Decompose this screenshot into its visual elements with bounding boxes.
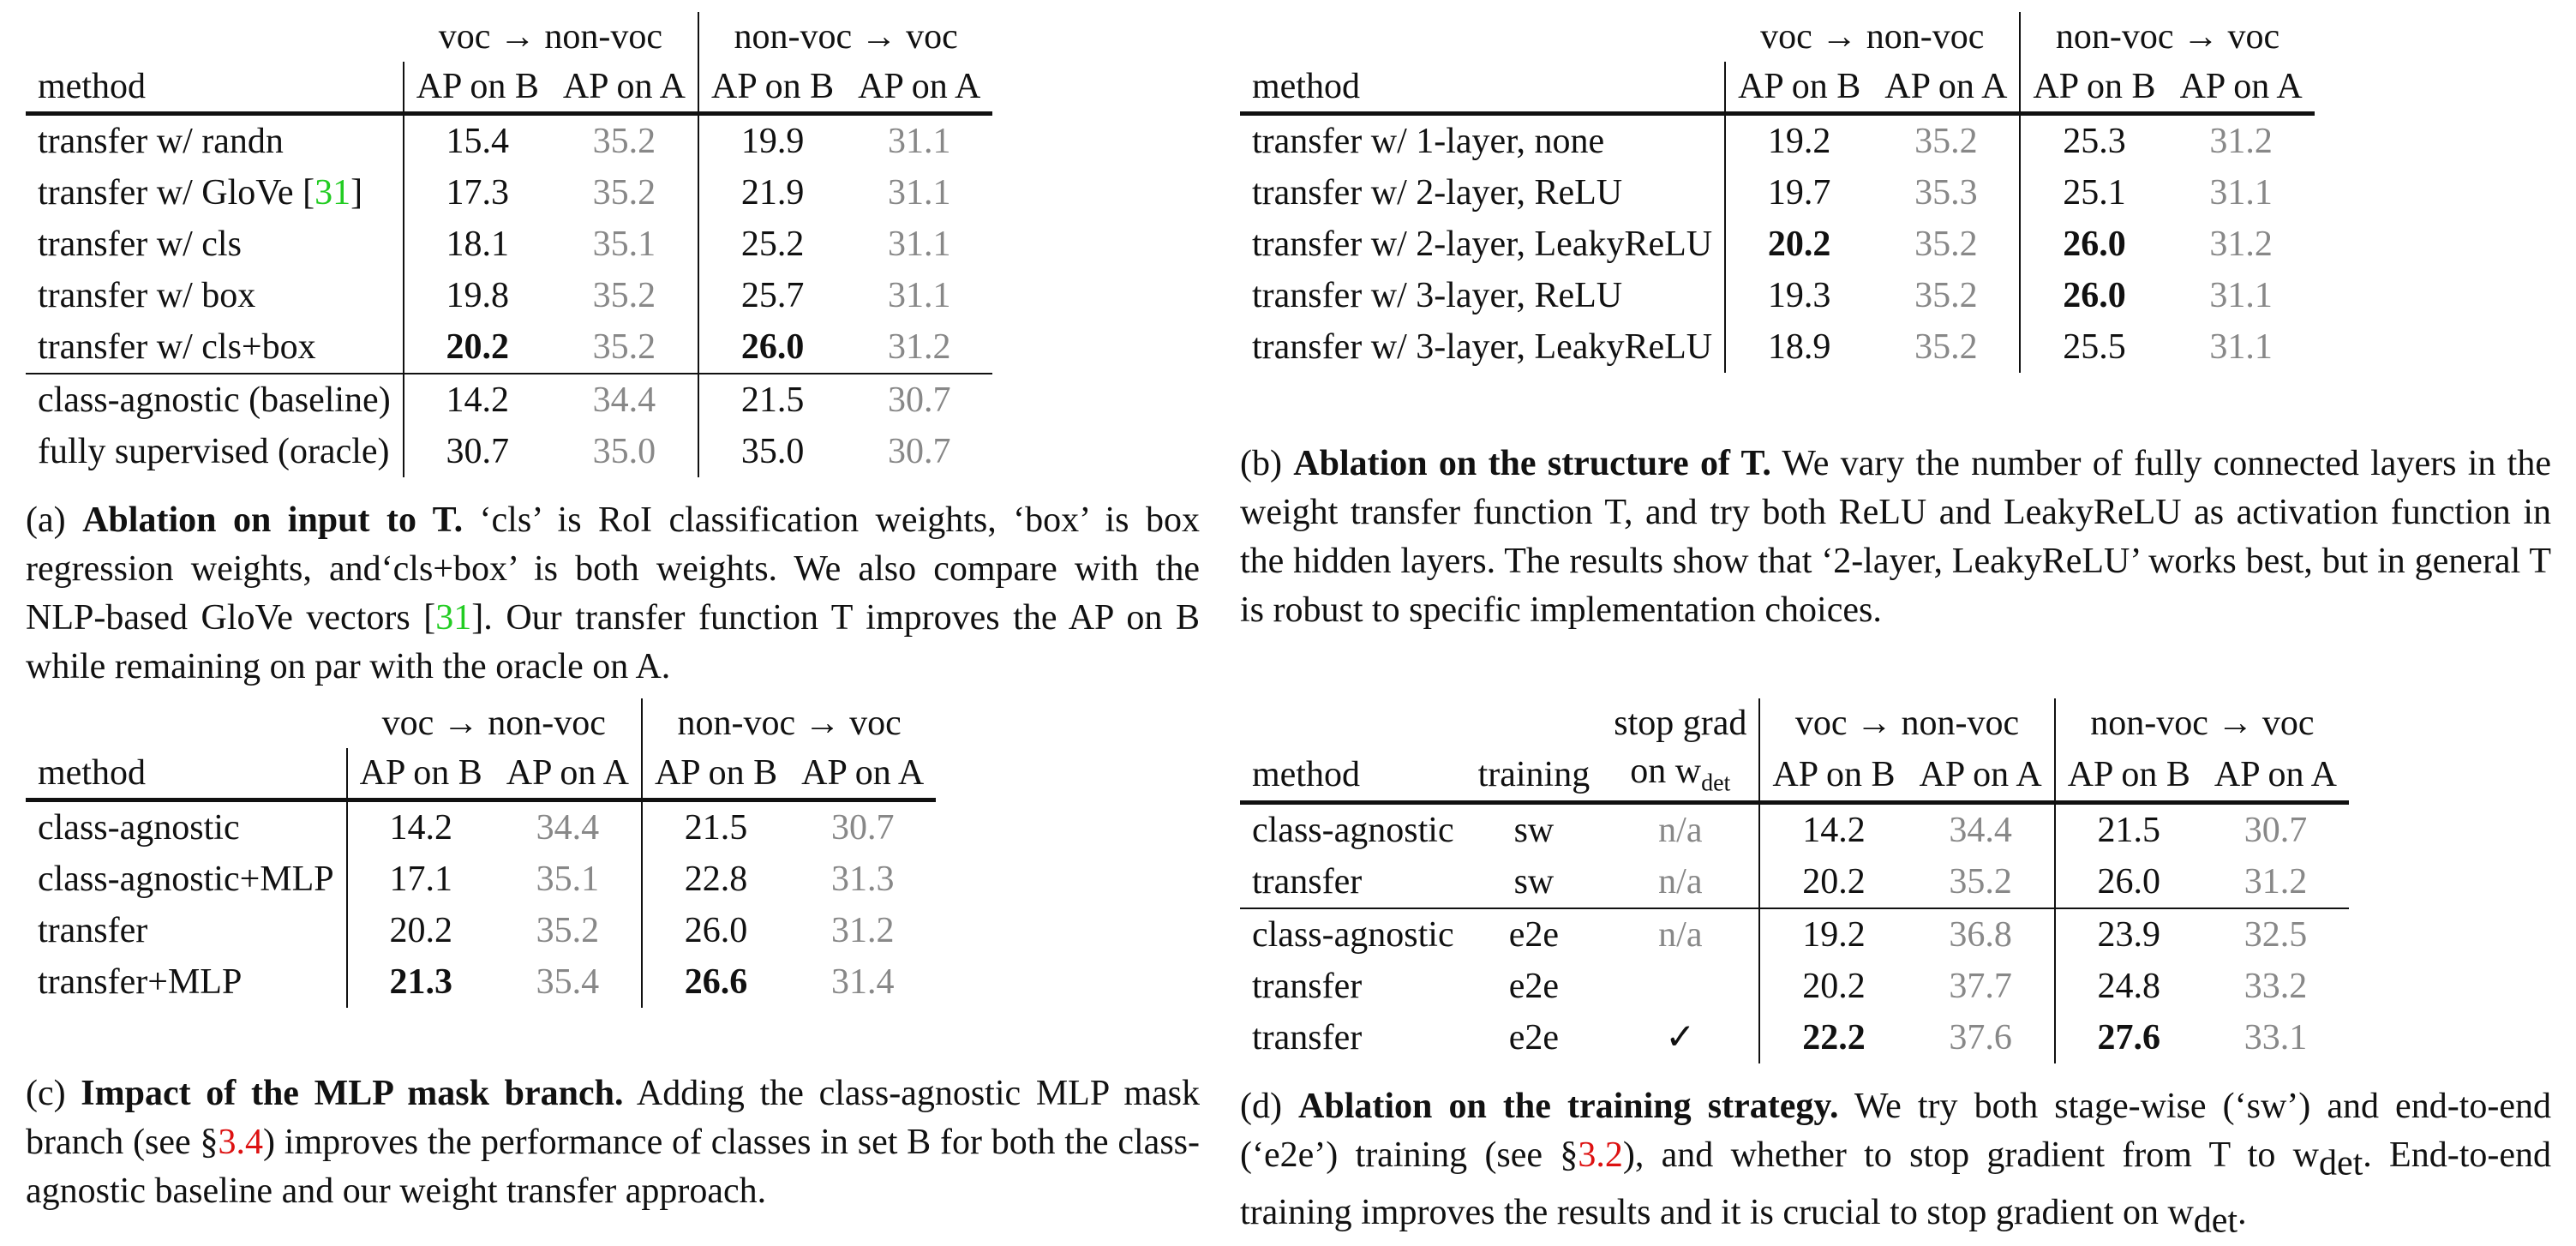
value-cell: 37.6	[1908, 1012, 2055, 1063]
value-cell: 31.1	[887, 122, 951, 161]
value-cell: 37.7	[1908, 961, 2055, 1012]
value-cell: 22.8	[684, 860, 748, 899]
value-cell: 35.1	[551, 219, 698, 270]
table-row	[26, 114, 992, 168]
value-cell: 35.2	[551, 321, 698, 374]
table-b	[1240, 12, 2315, 373]
caption-text: . End-to-end training improves the results and it is crucial to stop gradient on w	[1240, 1135, 2551, 1232]
value-cell: 35.3	[1872, 167, 2020, 219]
group-header: non-voc → voc	[677, 704, 902, 743]
value-cell: 24.8	[2097, 967, 2161, 1007]
column-header: AP on A	[789, 748, 936, 800]
value-cell: 30.7	[887, 432, 951, 471]
column-header: AP on B	[404, 62, 551, 114]
citation-link[interactable]: 31	[315, 173, 351, 213]
caption-title: Ablation on the training strategy.	[1298, 1087, 1839, 1127]
value-cell: 27.6	[2097, 1018, 2161, 1058]
method-cell	[26, 167, 404, 219]
value-cell: 34.4	[551, 374, 698, 426]
caption-text: ‘cls’ is RoI classification weights, ‘box’ is box regression weights, and‘cls+box’ is both weights. We also compare with the NLP-based GloVe vectors [	[26, 500, 1200, 638]
caption-subscript: det	[2193, 1201, 2238, 1241]
group-header: non-voc → voc	[2090, 704, 2315, 743]
table-row	[26, 854, 936, 905]
column-header: method	[26, 62, 404, 114]
value-cell: 35.4	[494, 956, 642, 1008]
table-row	[26, 800, 936, 854]
method-cell: class-agnostic+MLP	[26, 854, 347, 905]
value-cell: 14.2	[389, 808, 452, 848]
caption-title: Ablation on input to T.	[82, 500, 464, 540]
value-cell: 35.2	[551, 167, 698, 219]
value-cell: 35.2	[1872, 321, 2020, 373]
method-cell: transfer+MLP	[26, 956, 347, 1008]
method-cell: transfer	[1252, 1018, 1363, 1058]
column-header	[1602, 748, 1759, 803]
table-row	[1240, 270, 2315, 321]
training-cell: sw	[1513, 862, 1555, 902]
value-cell: 31.2	[887, 327, 951, 367]
table-row	[1240, 114, 2315, 168]
column-header: stop grad	[1602, 698, 1759, 748]
caption-label: (a)	[26, 500, 83, 540]
value-cell: 25.7	[740, 276, 805, 315]
caption-text: We try both stage-wise (‘sw’) and end-to-end (‘e2e’) training (see §	[1240, 1087, 2551, 1176]
group-header: voc → non-voc	[1759, 698, 2054, 748]
stop-grad-subscript: det	[1701, 770, 1731, 797]
value-cell: 21.9	[740, 173, 805, 213]
column-header: method	[1240, 62, 1725, 114]
value-cell: 14.2	[1802, 811, 1866, 851]
caption-text: ) improves the performance of classes in set B for both the class-agnostic baseline and our weight transfer approach.	[26, 1123, 1200, 1211]
column-header: AP on A	[2168, 62, 2315, 114]
panel-d	[1240, 698, 2551, 1245]
value-cell: 35.0	[740, 432, 805, 471]
value-cell: 33.2	[2244, 967, 2308, 1007]
value-cell: 34.4	[1908, 803, 2055, 857]
table-row	[1240, 167, 2315, 219]
value-cell: 31.3	[830, 860, 895, 899]
value-cell: 35.2	[1872, 219, 2020, 270]
stop-grad-text: on w	[1630, 752, 1702, 791]
method-cell: class-agnostic	[1252, 811, 1454, 851]
value-cell: 26.6	[684, 962, 748, 1002]
value-cell: 30.7	[446, 432, 510, 471]
column-header: AP on B	[1759, 748, 1907, 803]
method-cell: transfer w/ 1-layer, none	[1240, 114, 1725, 168]
stop-grad-cell	[1602, 961, 1759, 1012]
caption-text: We vary the number of fully connected layers in the weight transfer function T, and try both ReLU and LeakyReLU as activation function in the hidden layers. The results show that ‘2-layer, LeakyReLU’ works best, but in general T is robust to specific implementation choices.	[1240, 444, 2551, 630]
column-header: AP on A	[2202, 748, 2349, 803]
column-header: AP on B	[698, 62, 846, 114]
column-header: AP on B	[1725, 62, 1872, 114]
value-cell: 30.7	[846, 374, 992, 426]
value-cell: 21.3	[389, 962, 452, 1002]
column-header: AP on A	[1872, 62, 2020, 114]
value-cell: 25.2	[740, 225, 805, 264]
value-cell: 31.2	[2244, 862, 2308, 902]
checkmark-icon: ✓	[1602, 1012, 1759, 1063]
table-row	[26, 270, 992, 321]
value-cell: 31.1	[887, 276, 951, 315]
column-header: AP on B	[2020, 62, 2167, 114]
method-cell: transfer	[1252, 967, 1363, 1007]
value-cell: 35.2	[1908, 856, 2055, 908]
value-cell: 15.4	[446, 122, 510, 161]
value-cell: 19.3	[1767, 276, 1831, 315]
table-d	[1240, 698, 2349, 1063]
value-cell: 31.1	[2209, 276, 2273, 315]
value-cell: 35.1	[494, 854, 642, 905]
caption-label: (d)	[1240, 1087, 1299, 1127]
caption-subscript: det	[2318, 1143, 2363, 1183]
value-cell: 18.1	[446, 225, 510, 264]
caption-title: Ablation on the structure of T.	[1293, 444, 1771, 483]
method-cell: transfer w/ cls	[26, 219, 404, 270]
method-cell: transfer w/ cls+box	[26, 321, 404, 374]
group-header: non-voc → voc	[2055, 17, 2280, 57]
method-cell: transfer w/ 3-layer, LeakyReLU	[1240, 321, 1725, 373]
training-cell: e2e	[1466, 908, 1603, 961]
value-cell: 30.7	[830, 808, 895, 848]
value-cell: 22.2	[1802, 1018, 1866, 1058]
value-cell: 26.0	[684, 911, 748, 950]
value-cell: 17.3	[446, 173, 510, 213]
column-header: AP on A	[551, 62, 698, 114]
value-cell: 18.9	[1767, 327, 1831, 367]
group-header: non-voc → voc	[734, 17, 958, 57]
panel-c	[26, 698, 1200, 1216]
training-cell: e2e	[1508, 1018, 1560, 1058]
value-cell: 20.2	[1802, 967, 1866, 1007]
method-cell: transfer w/ randn	[26, 114, 404, 168]
column-header: AP on B	[642, 748, 789, 800]
caption-label: (c)	[26, 1074, 81, 1113]
group-header: voc → non-voc	[347, 698, 642, 748]
column-header: AP on A	[494, 748, 642, 800]
column-header: AP on B	[347, 748, 494, 800]
table-row	[1240, 321, 2315, 373]
column-header: AP on B	[2055, 748, 2202, 803]
value-cell: 20.2	[446, 327, 510, 367]
method-cell: transfer	[26, 905, 347, 956]
table-row	[1240, 856, 2349, 908]
table-row	[1240, 961, 2349, 1012]
method-cell: class-agnostic	[26, 800, 347, 854]
column-header: AP on A	[1908, 748, 2055, 803]
caption-title: Impact of the MLP mask branch.	[81, 1074, 624, 1113]
caption-text: .	[2238, 1192, 2247, 1232]
group-header: voc → non-voc	[1725, 12, 2020, 62]
stop-grad-cell: n/a	[1602, 856, 1759, 908]
value-cell: 32.5	[2202, 908, 2349, 961]
section-ref-link[interactable]: 3.4	[218, 1123, 263, 1162]
value-cell: 19.2	[1759, 908, 1907, 961]
method-cell: class-agnostic (baseline)	[26, 374, 404, 426]
value-cell: 19.2	[1767, 122, 1831, 161]
method-cell: transfer w/ 2-layer, LeakyReLU	[1240, 219, 1725, 270]
caption-text: Adding the class-agnostic MLP mask branch (see §	[26, 1074, 1200, 1162]
method-cell: fully supervised (oracle)	[26, 426, 404, 477]
value-cell: 30.7	[2244, 811, 2308, 851]
value-cell: 21.5	[684, 808, 748, 848]
value-cell: 25.1	[2063, 173, 2126, 213]
caption-c	[26, 1069, 1200, 1216]
training-cell: e2e	[1508, 967, 1560, 1007]
value-cell: 35.2	[551, 114, 698, 168]
citation-link[interactable]: 31	[435, 598, 472, 638]
column-header: method	[1240, 748, 1466, 803]
panel-a	[26, 12, 1200, 692]
table-row	[1240, 803, 2349, 857]
caption-b	[1240, 440, 2551, 635]
value-cell: 21.5	[2097, 811, 2161, 851]
value-cell: 35.2	[1872, 270, 2020, 321]
value-cell: 33.1	[2244, 1018, 2308, 1058]
caption-a	[26, 496, 1200, 692]
value-cell: 31.2	[830, 911, 895, 950]
table-a	[26, 12, 992, 477]
value-cell: 36.8	[1908, 908, 2055, 961]
value-cell: 20.2	[389, 911, 452, 950]
method-cell: class-agnostic	[1240, 908, 1466, 961]
value-cell: 26.0	[2063, 225, 2126, 264]
table-row	[1240, 908, 2349, 961]
panel-b	[1240, 12, 2551, 635]
value-cell: 23.9	[2055, 908, 2202, 961]
value-cell: 25.3	[2063, 122, 2126, 161]
table-row	[1240, 1012, 2349, 1063]
value-cell: 14.2	[404, 374, 551, 426]
column-header: AP on A	[846, 62, 992, 114]
value-cell: 35.2	[494, 905, 642, 956]
method-cell: transfer w/ box	[26, 270, 404, 321]
method-text: ]	[350, 173, 363, 213]
training-cell: sw	[1513, 811, 1555, 851]
value-cell: 19.8	[446, 276, 510, 315]
caption-text: ), and whether to stop gradient from T to w	[1622, 1135, 2319, 1176]
column-header: training	[1466, 748, 1603, 803]
table-row	[26, 426, 992, 477]
method-cell: transfer w/ 2-layer, ReLU	[1240, 167, 1725, 219]
value-cell: 26.0	[740, 327, 805, 367]
table-row	[26, 321, 992, 374]
stop-grad-cell: n/a	[1602, 908, 1759, 961]
method-cell: transfer w/ 3-layer, ReLU	[1240, 270, 1725, 321]
table-row	[26, 905, 936, 956]
value-cell: 19.7	[1767, 173, 1831, 213]
value-cell: 31.2	[2209, 225, 2273, 264]
table-row	[26, 167, 992, 219]
value-cell: 25.5	[2063, 327, 2126, 367]
value-cell: 31.2	[2209, 122, 2273, 161]
stop-grad-cell: n/a	[1602, 803, 1759, 857]
table-row	[1240, 219, 2315, 270]
method-cell: transfer	[1252, 862, 1363, 902]
value-cell: 31.1	[887, 173, 951, 213]
method-text: transfer w/ GloVe [	[38, 173, 315, 213]
value-cell: 19.9	[740, 122, 805, 161]
table-row	[26, 374, 992, 426]
value-cell: 31.4	[830, 962, 895, 1002]
table-c	[26, 698, 936, 1008]
value-cell: 20.2	[1802, 862, 1866, 902]
value-cell: 26.0	[2097, 862, 2161, 902]
group-header: voc → non-voc	[404, 12, 698, 62]
caption-text: ]. Our transfer function T improves the AP on B while remaining on par with the oracle on A.	[26, 598, 1200, 686]
value-cell: 34.4	[494, 800, 642, 854]
value-cell: 21.5	[698, 374, 846, 426]
value-cell: 26.0	[2063, 276, 2126, 315]
value-cell: 20.2	[1767, 225, 1831, 264]
section-ref-link[interactable]: 3.2	[1578, 1135, 1623, 1176]
caption-label: (b)	[1240, 444, 1294, 483]
table-row	[26, 956, 936, 1008]
column-header: method	[26, 748, 347, 800]
value-cell: 31.1	[2209, 327, 2273, 367]
value-cell: 17.1	[389, 860, 452, 899]
table-row	[26, 219, 992, 270]
value-cell: 35.0	[551, 426, 698, 477]
value-cell: 31.1	[887, 225, 951, 264]
value-cell: 35.2	[1872, 114, 2020, 168]
value-cell: 31.1	[2209, 173, 2273, 213]
value-cell: 35.2	[551, 270, 698, 321]
caption-d	[1240, 1082, 2551, 1245]
